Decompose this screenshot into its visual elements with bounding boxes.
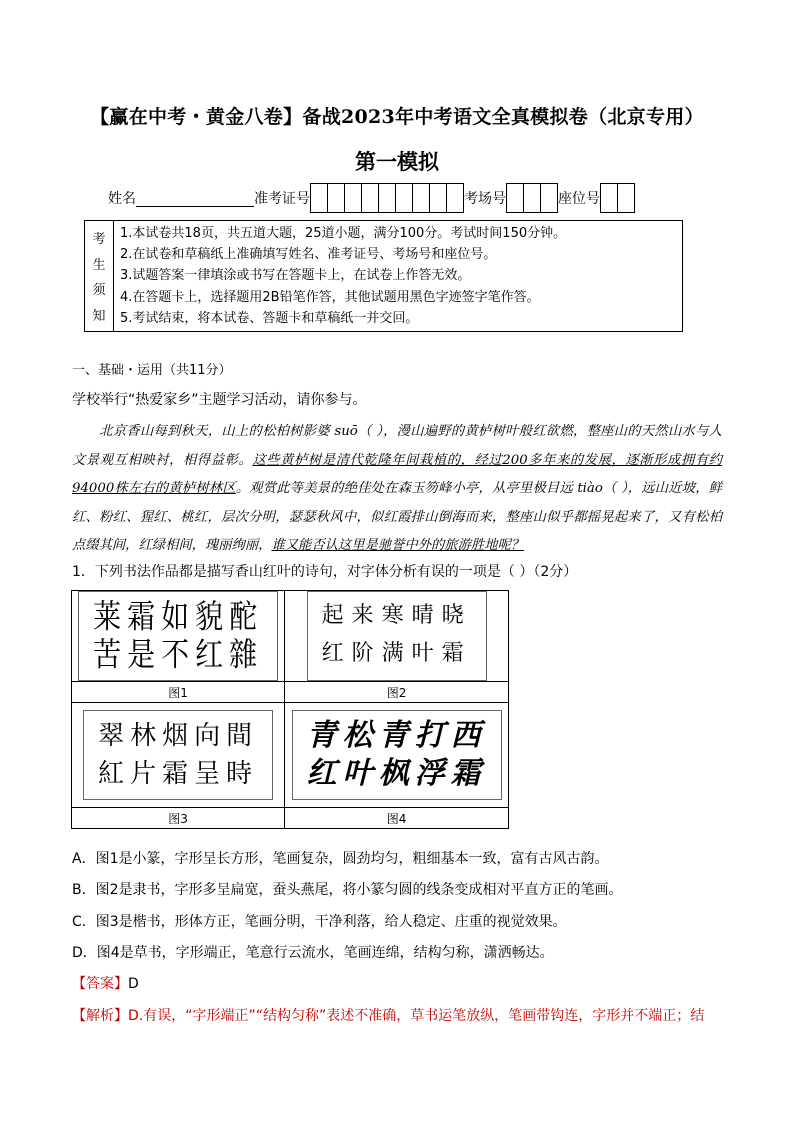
notice-label-char: 考 xyxy=(92,232,106,248)
figure-caption: 图1 xyxy=(72,682,285,703)
notice-label-char: 生 xyxy=(92,257,106,273)
calligraphy-figure-table xyxy=(71,590,509,829)
calligraphy-image xyxy=(78,591,278,681)
section-intro: 学校举行“热爱家乡”主题学习活动，请你参与。 xyxy=(72,392,367,408)
exam-id-box[interactable] xyxy=(429,183,447,213)
option-b[interactable]: B．图2是隶书，字形多呈扁宽，蚕头燕尾，将小篆匀圆的线条变成相对平直方正的笔画。 xyxy=(72,882,623,898)
exam-id-box[interactable] xyxy=(395,183,413,213)
answer-label: 【答案】 xyxy=(72,976,128,992)
calligraphy-line: 红叶枫浮霜 xyxy=(306,756,487,791)
calligraphy-line: 莱霜如貌酡 xyxy=(93,597,264,636)
notice-label-char: 知 xyxy=(92,308,106,324)
figure-caption: 图2 xyxy=(285,682,509,703)
question-stem: 1．下列书法作品都是描写香山红叶的诗句，对字体分析有误的一项是（ ）（2分） xyxy=(72,564,578,580)
exam-notice xyxy=(84,220,683,332)
exam-id-box[interactable] xyxy=(378,183,396,213)
passage-underlined-text: 这些黄栌树是清代乾隆年间栽植的，经过200多年来的发展，逐渐形成拥有约94000株左右的黄栌树林区 xyxy=(72,452,722,496)
exam-id-box[interactable] xyxy=(344,183,362,213)
notice-label xyxy=(85,221,114,331)
explanation-label: 【解析】 xyxy=(72,1008,128,1024)
notice-item: 5.考试结束，将本试卷、答题卡和草稿纸一并交回。 xyxy=(120,310,419,326)
seat-boxes[interactable] xyxy=(600,183,635,213)
page-subtitle: 第一模拟 xyxy=(355,149,439,174)
option-a[interactable]: A．图1是小篆，字形呈长方形，笔画复杂，圆劲均匀，粗细基本一致，富有古风古韵。 xyxy=(72,851,609,867)
exam-id-box[interactable] xyxy=(412,183,430,213)
notice-items xyxy=(114,221,682,331)
calligraphy-line: 翠林烟向間 xyxy=(98,721,259,751)
name-label: 姓名 xyxy=(108,191,136,207)
exam-id-boxes[interactable] xyxy=(310,183,464,213)
exam-id-box[interactable] xyxy=(446,183,464,213)
calligraphy-image xyxy=(307,591,487,681)
calligraphy-line: 起来寒晴晓 xyxy=(321,604,472,629)
option-d[interactable]: D．图4是草书，字形端正，笔意行云流水，笔画连绵，结构匀称，潇洒畅达。 xyxy=(72,945,554,961)
section-title: 一、基础・运用（共11分） xyxy=(72,363,232,378)
passage-underlined-text: 谁又能否认这里是驰誉中外的旅游胜地呢？ xyxy=(271,538,525,553)
exam-id-box[interactable] xyxy=(327,183,345,213)
calligraphy-image xyxy=(83,710,273,800)
figure-caption: 图3 xyxy=(72,808,285,829)
answer-value: D xyxy=(128,976,139,992)
calligraphy-line: 青松青打西 xyxy=(306,718,487,753)
seat-label: 座位号 xyxy=(558,191,600,207)
calligraphy-image xyxy=(292,710,502,800)
notice-item: 4.在答题卡上，选择题用2B铅笔作答，其他试题用黑色字迹签字笔作答。 xyxy=(120,289,540,305)
notice-item: 3.试题答案一律填涂或书写在答题卡上，在试卷上作答无效。 xyxy=(120,268,471,284)
notice-item: 1.本试卷共18页，共五道大题，25道小题，满分100分。考试时间150分钟。 xyxy=(120,226,567,241)
exam-id-box[interactable] xyxy=(310,183,328,213)
answer-line xyxy=(72,973,139,993)
room-label: 考场号 xyxy=(464,191,506,207)
explanation-text: D.有误，“字形端正”“结构匀称”表述不准确，草书运笔放纵，笔画带钩连，字形并不端正；结 xyxy=(128,1008,705,1024)
notice-label-char: 须 xyxy=(92,283,106,299)
calligraphy-line: 紅片霜呈時 xyxy=(98,759,259,789)
notice-item: 2.在试卷和草稿纸上准确填写姓名、准考证号、考场号和座位号。 xyxy=(120,247,497,263)
passage-text: 。观赏此等美景的绝佳处在森玉笏峰小亭，从亭里极目远 tiào（ ），远山近坡，鲜红、粉红、猩红、桃红，层次分明，瑟瑟秋风中，似红霞排山倒海而来，整座山似乎都摇晃起来了，又有松柏点缀其间，红绿相间，瑰丽绚丽， xyxy=(72,481,722,553)
calligraphy-line: 苦是不红雜 xyxy=(93,635,264,674)
option-c[interactable]: C．图3是楷书，形体方正，笔画分明，干净利落，给人稳定、庄重的视觉效果。 xyxy=(72,914,567,930)
name-field[interactable] xyxy=(136,189,254,207)
figure-cell xyxy=(285,591,509,682)
calligraphy-line: 红阶满叶霜 xyxy=(321,642,472,667)
seat-box[interactable] xyxy=(600,183,618,213)
exam-id-label: 准考证号 xyxy=(254,191,310,207)
reading-passage xyxy=(72,418,722,561)
explanation-line xyxy=(72,1005,704,1025)
passage-text: 北京香山每到秋天，山上的松柏树影婆 suō（ ），漫山遍野的黄栌树叶般红欲燃，整座山的天然山水与人文景观互相映衬，相得益彰。 xyxy=(72,424,722,468)
room-box[interactable] xyxy=(523,183,541,213)
room-box[interactable] xyxy=(506,183,524,213)
figure-cell xyxy=(72,591,285,682)
figure-cell xyxy=(72,703,285,808)
room-boxes[interactable] xyxy=(506,183,558,213)
candidate-info-row xyxy=(108,183,635,213)
figure-cell xyxy=(285,703,509,808)
figure-caption: 图4 xyxy=(285,808,509,829)
room-box[interactable] xyxy=(540,183,558,213)
exam-id-box[interactable] xyxy=(361,183,379,213)
seat-box[interactable] xyxy=(617,183,635,213)
page-title: 【赢在中考・黄金八卷】备战2023年中考语文全真模拟卷（北京专用） xyxy=(90,106,704,128)
